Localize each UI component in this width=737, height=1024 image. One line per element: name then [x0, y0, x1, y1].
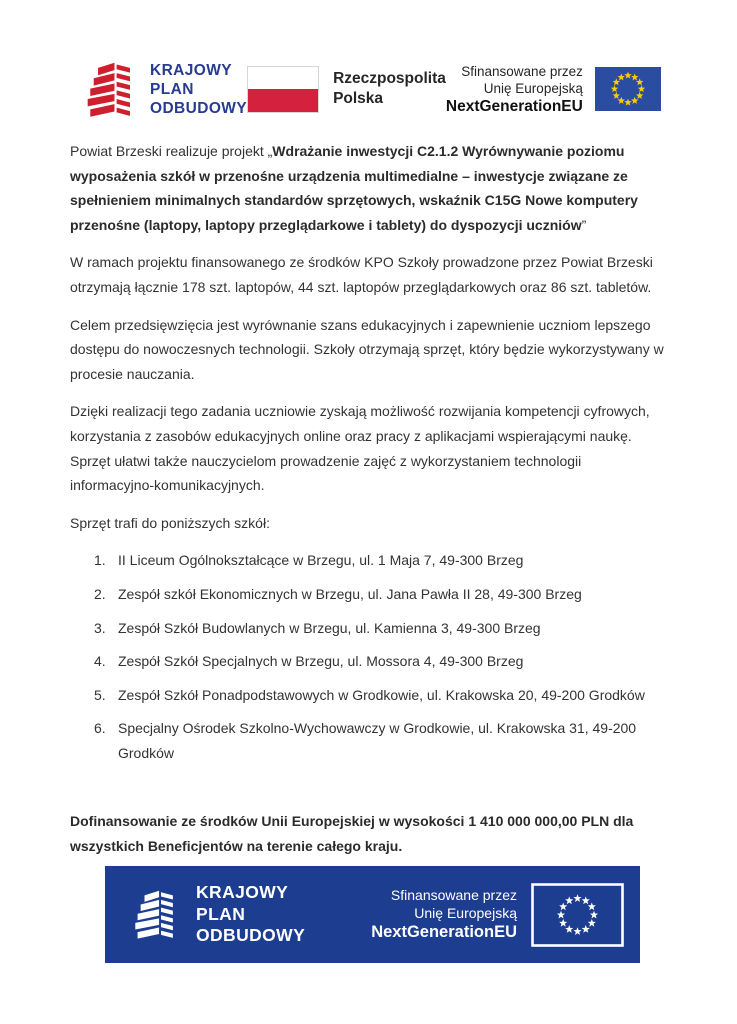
document-body	[70, 139, 668, 872]
footer-kpo-line: PLAN	[196, 903, 246, 924]
project-title-bold: Wdrażanie inwestycji C2.1.2 Wyrównywanie poziomu wyposażenia szkół w przenośne urządzenia multimedialne – inwestycje związane ze spełnieniem minimalnych standardów sprzętowych, wskaźnik C15G Nowe komputery przenośne (laptopy, laptopy przeglądarkowe i tablety) do dyspozycji uczniów	[70, 143, 638, 233]
eu-funding-nextgeneu: NextGenerationEU	[445, 97, 583, 115]
poland-label-line: Rzeczpospolita	[333, 70, 446, 87]
project-goal-paragraph: Celem przedsięwzięcia jest wyrównanie szans edukacyjnych i zapewnienie uczniom lepszego dostępu do nowoczesnych technologii. Szkoły otrzymają sprzęt, który będzie wykorzystywany w procesie nauczania.	[70, 316, 664, 382]
kpo-logo-line: KRAJOWY	[150, 61, 233, 79]
header-logos	[85, 56, 657, 122]
school-list-item: Zespół Szkół Specjalnych w Brzegu, ul. Mossora 4, 49-300 Brzeg	[118, 653, 524, 670]
kpo-building-icon	[85, 61, 137, 118]
equipment-counts-paragraph: W ramach projektu finansowanego ze środków KPO Szkoły prowadzone przez Powiat Brzeski otrzymają łącznie 178 szt. laptopów, 44 szt. laptopów przeglądarkowych oraz 86 szt. tabletów.	[70, 254, 653, 295]
kpo-logo-line: PLAN	[150, 80, 194, 98]
poland-label	[333, 69, 446, 109]
footer-kpo-line: ODBUDOWY	[196, 925, 306, 946]
project-benefits-paragraph: Dzięki realizacji tego zadania uczniowie zyskają możliwość rozwijania kompetencji cyfrowych, korzystania z zasobów edukacyjnych online oraz pracy z aplikacjami wspierającymi naukę. Sprzęt ułatwi także nauczycielom prowadzenie zajęć z wykorzystaniem technologii informacyjno-komunikacyjnych.	[70, 403, 650, 494]
poland-label-line: Polska	[333, 90, 384, 107]
poland-flag-red-stripe	[248, 89, 318, 112]
footer-eu-text	[371, 886, 517, 943]
school-list-item: Zespół szkół Ekonomicznych w Brzegu, ul. Jana Pawła II 28, 49-300 Brzeg	[118, 585, 582, 602]
schools-list	[70, 548, 668, 765]
kpo-building-icon-white	[133, 889, 179, 940]
eu-funding-line: Unię Europejską	[483, 80, 583, 96]
poland-flag-white-stripe	[248, 67, 318, 90]
poland-flag	[247, 66, 319, 113]
project-title-closing-quote: ”	[581, 216, 587, 233]
eu-funding-text	[446, 63, 583, 116]
footer-eu-line: Unię Europejską	[414, 905, 517, 921]
school-list-item: Zespół Szkół Budowlanych w Brzegu, ul. Kamienna 3, 49-300 Brzeg	[118, 619, 541, 636]
eu-funding-line: Sfinansowane przez	[461, 63, 583, 79]
kpo-logo	[85, 61, 247, 118]
footer-eu-flag	[531, 883, 624, 947]
kpo-logo-line: ODBUDOWY	[150, 99, 248, 117]
footer-banner	[105, 866, 640, 963]
footer-eu-line: Sfinansowane przez	[390, 887, 517, 903]
schools-list-lead: Sprzęt trafi do poniższych szkół:	[70, 514, 270, 531]
project-title-paragraph	[70, 139, 668, 237]
eu-flag	[595, 67, 661, 111]
eu-funding-logo	[446, 63, 661, 116]
school-list-item: II Liceum Ogólnokształcące w Brzegu, ul. 1 Maja 7, 49-300 Brzeg	[118, 552, 524, 569]
school-list-item: Zespół Szkół Ponadpodstawowych w Grodkowie, ul. Krakowska 20, 49-200 Grodków	[118, 686, 645, 703]
footer-kpo-text	[196, 882, 305, 947]
funding-statement: Dofinansowanie ze środków Unii Europejskiej w wysokości 1 410 000 000,00 PLN dla wszystkich Beneficjentów na terenie całego kraju.	[70, 813, 634, 855]
school-list-item: Specjalny Ośrodek Szkolno-Wychowawczy w Grodkowie, ul. Krakowska 31, 49-200 Grodków	[118, 720, 637, 761]
kpo-logo-text	[150, 61, 247, 118]
footer-kpo-line: KRAJOWY	[196, 882, 289, 903]
poland-logo	[247, 66, 446, 113]
project-intro-text: Powiat Brzeski realizuje projekt „	[70, 143, 273, 159]
footer-eu-nextgeneu: NextGenerationEU	[371, 923, 517, 941]
